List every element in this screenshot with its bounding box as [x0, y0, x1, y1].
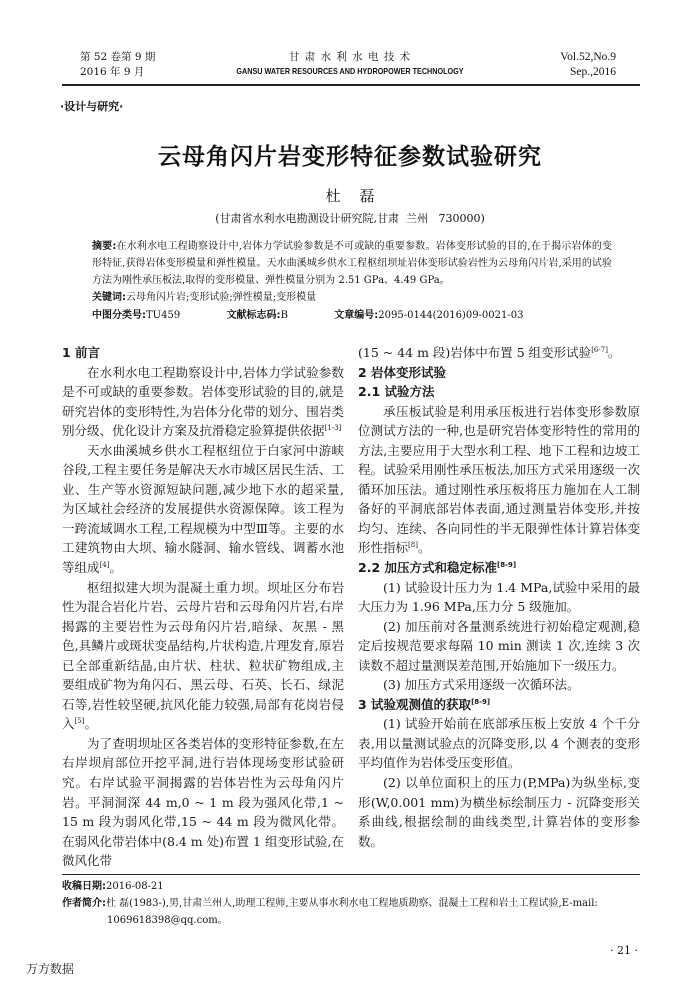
heading-test-method: 2.1 试验方法	[358, 384, 435, 400]
paragraph: 为了查明坝址区各类岩体的变形特征参数,在左右岸坝肩部位开挖平洞,进行岩体现场变形试验研究。右岸试验平洞揭露的岩体岩性为云母角闪片岩。平洞洞深 44 m,0 ~ 1 m 段为强风化带,1 ~ 15 m 段为弱风化带,15 ~ 44 m 段为微风化带。在弱风化带岩体中(8.4 m 处)布置 1 组变形试验,在微风化带	[62, 735, 344, 869]
heading-intro: 1 前言	[62, 345, 101, 360]
citation: [4]	[99, 560, 110, 569]
bio-text: 杜 磊(1983-),男,甘肃兰州人,助理工程师,主要从事水利水电工程地质勘察、混凝土工程和岩土工程试验,E-mail:	[106, 898, 598, 909]
author-affiliation: (甘肃省水利水电勘测设计研究院,甘肃 兰州 730000)	[215, 212, 485, 225]
header-date-cn: 2016 年 9 月	[80, 66, 145, 78]
received-date	[62, 878, 164, 895]
author-name: 杜 磊	[325, 187, 375, 205]
header-issue-cn: 第 52 卷第 9 期	[80, 51, 156, 63]
heading-rock-test: 2 岩体变形试验	[358, 364, 447, 380]
clc-label: 中图分类号:	[92, 310, 146, 321]
keywords-label: 关键词:	[92, 292, 126, 303]
abstract	[92, 238, 612, 289]
paragraph: (2) 以单位面积上的压力(P,MPa)为纵坐标,变形(W,0.001 mm)为横坐标绘制压力 - 沉降变形关系曲线,根据绘制的曲线类型,计算岩体的变形参数。	[358, 775, 640, 849]
paragraph: 在水利水电工程勘察设计中,岩体力学试验参数是不可或缺的重要参数。岩体变形试验的目的,就是研究岩体的变形特性,为岩体分化带的划分、围岩类别分级、优化设计方案及抗滑稳定验算提供依据[1-3]	[62, 364, 344, 439]
doc-code: B	[280, 310, 288, 321]
paragraph: 天水曲溪城乡供水工程枢纽位于白家河中游峡谷段,工程主要任务是解决天水市城区居民生活、工业、生产等水资源短缺问题,减少地下水的超采量,为区域社会经济的发展提供水资源保障。该工程为一跨流域调水工程,工程规模为中型Ⅲ等。主要的水工建筑物由大坝、输水隧洞、输水管线、调蓄水池等组成[4]。	[62, 442, 344, 576]
article-title: 云母角闪片岩变形特征参数试验研究	[158, 143, 542, 170]
paragraph: 枢纽拟建大坝为混凝土重力坝。坝址区分布岩性为混合岩化片岩、云母片岩和云母角闪片岩,右岸揭露的主要岩性为云母角闪片岩,暗绿、灰黑 - 黑色,具鳞片或斑状变晶结构,片状构造,片理发育,原岩已全部重新结晶,由片状、柱状、粒状矿物组成,主要组成矿物为角闪石、黑云母、石英、长石、绿泥石等,岩性较坚硬,抗风化能力较强,局部有花岗岩侵入[5]。	[62, 579, 344, 732]
classification	[92, 307, 612, 324]
received-label: 收稿日期:	[62, 881, 106, 892]
bio-label: 作者简介:	[62, 898, 106, 909]
paragraph: (15 ~ 44 m 段)岩体中布置 5 组变形试验[6-7]。	[358, 345, 621, 360]
citation: [5]	[74, 717, 85, 726]
footnote-rule	[62, 874, 640, 875]
citation: [8]	[408, 541, 418, 550]
paragraph: (2) 加压前对各量测系统进行初始稳定观测,稳定后按规范要求每隔 10 min 测读 1 次,连续 3 次读数不超过量测误差范围,开始施加下一级压力。	[358, 618, 640, 673]
paragraph: (1) 试验设计压力为 1.4 MPa,试验中采用的最大压力为 1.96 MPa,压力分 5 级施加。	[358, 579, 640, 615]
author-bio	[62, 895, 642, 912]
left-column	[62, 343, 344, 871]
section-label: ·设计与研究·	[60, 100, 124, 113]
author-email: 1069618398@qq.com。	[107, 915, 228, 926]
heading-observations: 3 试验观测值的获取[8-9]	[358, 696, 491, 712]
header-issue-en: Vol.52,No.9	[560, 51, 616, 63]
heading-loading-method: 2.2 加压方式和稳定标准[8-9]	[358, 560, 517, 576]
abstract-text: 在水利水电工程勘察设计中,岩体力学试验参数是不可或缺的重要参数。岩体变形试验的目的,在于揭示岩体的变形特征,获得岩体变形模量和弹性模量。天水曲溪城乡供水工程枢纽坝址岩体变形试验岩性为云母角闪片岩,采用的试验方法为刚性承压板法,取得的变形模量、弹性模量分别为 2.51 GPa、4.49 GPa。	[92, 241, 613, 286]
keywords-text: 云母角闪片岩;变形试验;弹性模量;变形模量	[126, 292, 317, 303]
received-value: 2016-08-21	[106, 881, 164, 892]
abstract-label: 摘要:	[92, 241, 117, 252]
keywords	[92, 289, 612, 306]
header-journal-cn: 甘 肃 水 利 水 电 技 术	[288, 51, 412, 63]
citation: [8-9]	[471, 697, 491, 706]
article-no: 2095-0144(2016)09-0021-03	[378, 310, 524, 321]
paragraph: (3) 加压方式采用逐级一次循环法。	[383, 677, 580, 693]
paragraph: (1) 试验开始前在底部承压板上安放 4 个千分表,用以量测试验点的沉降变形,以 4 个测表的变形平均值作为岩体受压变形值。	[358, 716, 640, 771]
paragraph: 承压板试验是利用承压板进行岩体变形参数原位测试方法的一种,也是研究岩体变形特性的常用的方法,主要应用于大型水利工程、地下工程和边坡工程。试验采用刚性承压板法,加压方式采用逐级一次循环加压法。通过刚性承压板将压力施加在人工制备好的平洞底部岩体表面,通过测量岩体变形,并按均匀、连续、各向同性的半无限弹性体计算岩体变形性指标[8]。	[358, 403, 640, 556]
header-journal-en: GANSU WATER RESOURCES AND HYDROPOWER TECHNOLOGY	[236, 66, 464, 76]
citation: [1-3]	[324, 424, 342, 433]
page-number: · 21 ·	[610, 944, 638, 957]
citation: [6-7]	[591, 345, 608, 354]
clc-code: TU459	[146, 310, 181, 321]
header-rule	[62, 84, 640, 86]
right-column	[358, 343, 640, 851]
header-date-en: Sep.,2016	[570, 66, 616, 78]
article-no-label: 文章编号:	[334, 310, 379, 321]
citation: [8-9]	[497, 560, 517, 569]
watermark: 万方数据	[26, 962, 75, 976]
doc-code-label: 文献标志码:	[226, 310, 281, 321]
